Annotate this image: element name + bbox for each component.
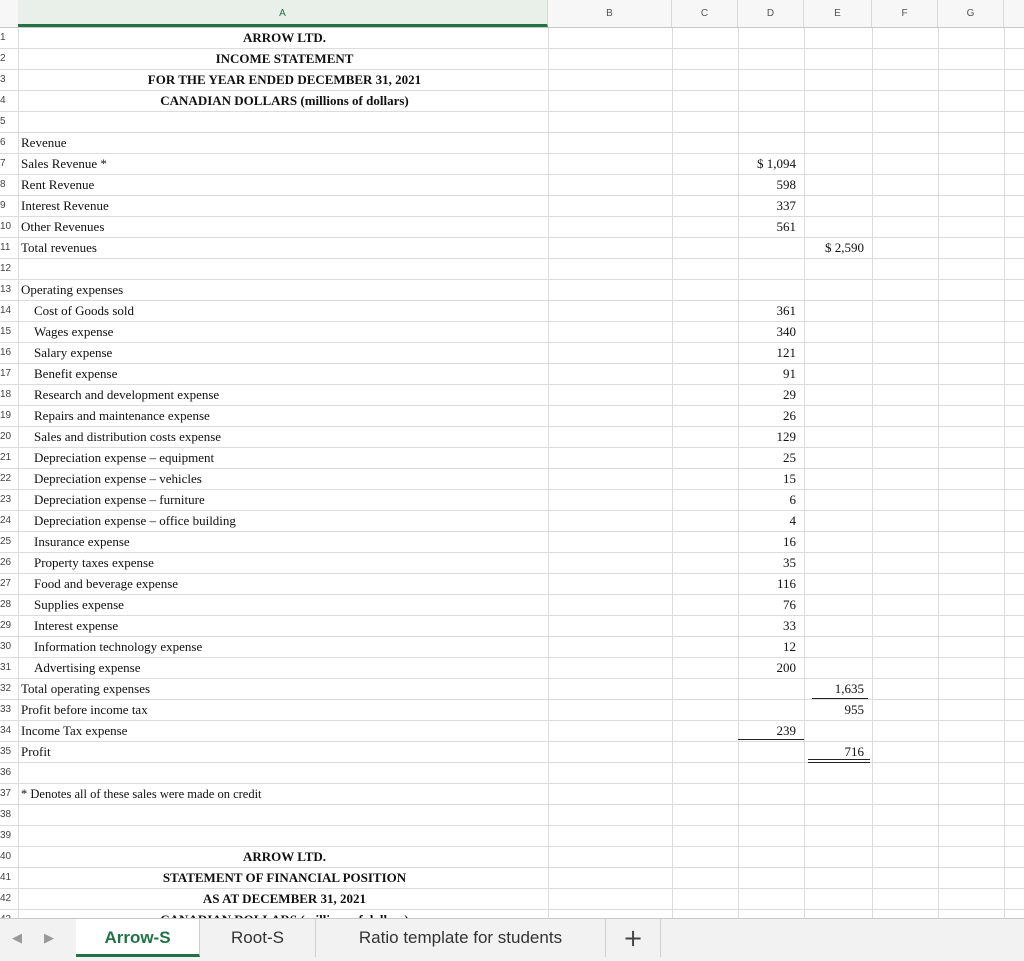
opex-label[interactable]: Operating expenses xyxy=(21,282,124,297)
sheet-row: 41 STATEMENT OF FINANCIAL POSITION xyxy=(0,868,1024,889)
table-row: 7 Sales Revenue * $ 1,094 xyxy=(0,154,1024,175)
underline xyxy=(738,739,804,740)
line-item-label[interactable]: Insurance expense xyxy=(34,534,130,549)
table-row: 35 Profit 716 xyxy=(0,742,1024,763)
table-row: 11 Total revenues $ 2,590 xyxy=(0,238,1024,259)
profit-before-tax-label[interactable]: Profit before income tax xyxy=(21,702,148,717)
profit-label[interactable]: Profit xyxy=(21,744,51,759)
sheet-tab-bar xyxy=(0,918,1024,961)
income-tax-value[interactable]: 239 xyxy=(776,723,796,738)
tab-ratio-template[interactable]: Ratio template for students xyxy=(316,919,606,957)
line-item-value[interactable]: 200 xyxy=(776,660,796,675)
line-item-value[interactable]: 129 xyxy=(776,429,796,444)
line-item-label[interactable]: Sales Revenue * xyxy=(21,156,107,171)
table-row: 15 Wages expense 340 xyxy=(0,322,1024,343)
line-item-label[interactable]: Food and beverage expense xyxy=(34,576,179,591)
line-item-value[interactable]: 91 xyxy=(783,366,796,381)
table-row: 21 Depreciation expense – equipment 25 xyxy=(0,448,1024,469)
statement-currency[interactable]: CANADIAN DOLLARS (millions of dollars) xyxy=(160,93,409,108)
line-item-value[interactable]: 29 xyxy=(783,387,796,402)
sheet-row: 39 xyxy=(0,826,1024,847)
line-item-label[interactable]: Depreciation expense – furniture xyxy=(34,492,205,507)
sheet-row: 40 ARROW LTD. xyxy=(0,847,1024,868)
total-opex-label[interactable]: Total operating expenses xyxy=(21,681,151,696)
table-row: 25 Insurance expense 16 xyxy=(0,532,1024,553)
line-item-label[interactable]: Salary expense xyxy=(34,345,113,360)
line-item-label[interactable]: Depreciation expense – office building xyxy=(34,513,236,528)
statement-title[interactable]: INCOME STATEMENT xyxy=(215,51,354,66)
table-row: 33 Profit before income tax 955 xyxy=(0,700,1024,721)
statement-date[interactable]: AS AT DECEMBER 31, 2021 xyxy=(202,891,367,906)
column-header-a[interactable]: A xyxy=(18,0,548,27)
table-row: 34 Income Tax expense 239 xyxy=(0,721,1024,742)
sheet-row: 36 xyxy=(0,763,1024,784)
line-item-value[interactable]: 35 xyxy=(783,555,796,570)
sheet-row: 12 xyxy=(0,259,1024,280)
line-item-label[interactable]: Depreciation expense – equipment xyxy=(34,450,215,465)
line-item-label[interactable]: Interest expense xyxy=(34,618,119,633)
column-header-c[interactable]: C xyxy=(672,0,738,27)
line-item-value[interactable]: 116 xyxy=(776,576,796,591)
line-item-value[interactable]: 361 xyxy=(776,303,796,318)
statement-title[interactable]: STATEMENT OF FINANCIAL POSITION xyxy=(162,870,407,885)
column-header-d[interactable]: D xyxy=(738,0,804,27)
line-item-value[interactable]: 4 xyxy=(789,513,796,528)
sheet-row: 37 * Denotes all of these sales were made on credit xyxy=(0,784,1024,805)
company-title[interactable]: ARROW LTD. xyxy=(242,849,327,864)
table-row: 18 Research and development expense 29 xyxy=(0,385,1024,406)
spreadsheet-grid[interactable] xyxy=(0,28,1024,918)
line-item-value[interactable]: 561 xyxy=(776,219,796,234)
statement-period[interactable]: FOR THE YEAR ENDED DECEMBER 31, 2021 xyxy=(147,72,422,87)
underline xyxy=(812,698,868,699)
line-item-label[interactable]: Benefit expense xyxy=(34,366,118,381)
table-row: 26 Property taxes expense 35 xyxy=(0,553,1024,574)
sheet-row: 5 xyxy=(0,112,1024,133)
line-item-value[interactable]: 598 xyxy=(776,177,796,192)
total-revenues-label[interactable]: Total revenues xyxy=(21,240,97,255)
table-row: 17 Benefit expense 91 xyxy=(0,364,1024,385)
company-title[interactable]: ARROW LTD. xyxy=(242,30,327,45)
sheet-row: 13 Operating expenses xyxy=(0,280,1024,301)
line-item-label[interactable]: Interest Revenue xyxy=(21,198,109,213)
line-item-label[interactable]: Sales and distribution costs expense xyxy=(34,429,222,444)
line-item-value[interactable]: 15 xyxy=(783,471,796,486)
line-item-value[interactable]: 25 xyxy=(783,450,796,465)
tab-root-s[interactable]: Root-S xyxy=(200,919,316,957)
table-row: 8 Rent Revenue 598 xyxy=(0,175,1024,196)
line-item-value[interactable]: 33 xyxy=(783,618,796,633)
column-header-b[interactable]: B xyxy=(548,0,672,27)
line-item-label[interactable]: Cost of Goods sold xyxy=(34,303,135,318)
line-item-label[interactable]: Advertising expense xyxy=(34,660,141,675)
footnote[interactable]: * Denotes all of these sales were made on credit xyxy=(21,787,262,801)
table-row: 9 Interest Revenue 337 xyxy=(0,196,1024,217)
sheet-row: 2 INCOME STATEMENT xyxy=(0,49,1024,70)
total-revenues-value[interactable]: $ 2,590 xyxy=(825,240,864,255)
line-item-label[interactable]: Other Revenues xyxy=(21,219,105,234)
revenue-label[interactable]: Revenue xyxy=(21,135,67,150)
table-row: 19 Repairs and maintenance expense 26 xyxy=(0,406,1024,427)
table-row: 22 Depreciation expense – vehicles 15 xyxy=(0,469,1024,490)
line-item-label[interactable]: Repairs and maintenance expense xyxy=(34,408,210,423)
income-tax-label[interactable]: Income Tax expense xyxy=(21,723,128,738)
table-row: 31 Advertising expense 200 xyxy=(0,658,1024,679)
line-item-label[interactable]: Wages expense xyxy=(34,324,114,339)
line-item-value[interactable]: 76 xyxy=(783,597,796,612)
sheet-row: 38 xyxy=(0,805,1024,826)
sheet-row: 4 CANADIAN DOLLARS (millions of dollars) xyxy=(0,91,1024,112)
table-row: 16 Salary expense 121 xyxy=(0,343,1024,364)
profit-before-tax-value[interactable]: 955 xyxy=(844,702,864,717)
table-row: 23 Depreciation expense – furniture 6 xyxy=(0,490,1024,511)
total-opex-value[interactable]: 1,635 xyxy=(834,681,864,696)
sheet-row: 42 AS AT DECEMBER 31, 2021 xyxy=(0,889,1024,910)
table-row: 27 Food and beverage expense 116 xyxy=(0,574,1024,595)
line-item-label[interactable]: Supplies expense xyxy=(34,597,124,612)
table-row: 29 Interest expense 33 xyxy=(0,616,1024,637)
table-row: 24 Depreciation expense – office building 4 xyxy=(0,511,1024,532)
next-sheet-icon[interactable]: ▶ xyxy=(44,931,54,946)
column-header-e[interactable]: E xyxy=(804,0,872,27)
line-item-value[interactable]: $ 1,094 xyxy=(757,156,796,171)
line-item-value[interactable]: 12 xyxy=(783,639,796,654)
prev-sheet-icon[interactable]: ◀ xyxy=(12,931,22,946)
add-sheet-button[interactable]: + xyxy=(606,919,661,957)
sheet-row: 6 Revenue xyxy=(0,133,1024,154)
line-item-label[interactable]: Research and development expense xyxy=(34,387,220,402)
sheet-row: 1 ARROW LTD. xyxy=(0,28,1024,49)
line-item-label[interactable]: Depreciation expense – vehicles xyxy=(34,471,202,486)
line-item-value[interactable]: 6 xyxy=(789,492,796,507)
double-underline xyxy=(808,759,870,760)
table-row: 30 Information technology expense 12 xyxy=(0,637,1024,658)
column-header-bar xyxy=(0,0,1024,28)
table-row: 20 Sales and distribution costs expense 129 xyxy=(0,427,1024,448)
column-header-g[interactable]: G xyxy=(938,0,1004,27)
column-header-f[interactable]: F xyxy=(872,0,938,27)
line-item-value[interactable]: 16 xyxy=(783,534,796,549)
table-row: 10 Other Revenues 561 xyxy=(0,217,1024,238)
tab-arrow-s[interactable]: Arrow-S xyxy=(76,919,200,957)
line-item-value[interactable]: 337 xyxy=(776,198,796,213)
table-row: 28 Supplies expense 76 xyxy=(0,595,1024,616)
line-item-value[interactable]: 340 xyxy=(776,324,796,339)
line-item-value[interactable]: 26 xyxy=(783,408,796,423)
line-item-value[interactable]: 121 xyxy=(776,345,796,360)
profit-value[interactable]: 716 xyxy=(844,744,864,759)
line-item-label[interactable]: Information technology expense xyxy=(34,639,203,654)
table-row: 14 Cost of Goods sold 361 xyxy=(0,301,1024,322)
line-item-label[interactable]: Rent Revenue xyxy=(21,177,95,192)
line-item-label[interactable]: Property taxes expense xyxy=(34,555,154,570)
sheet-row: 3 FOR THE YEAR ENDED DECEMBER 31, 2021 xyxy=(0,70,1024,91)
table-row: 32 Total operating expenses 1,635 xyxy=(0,679,1024,700)
